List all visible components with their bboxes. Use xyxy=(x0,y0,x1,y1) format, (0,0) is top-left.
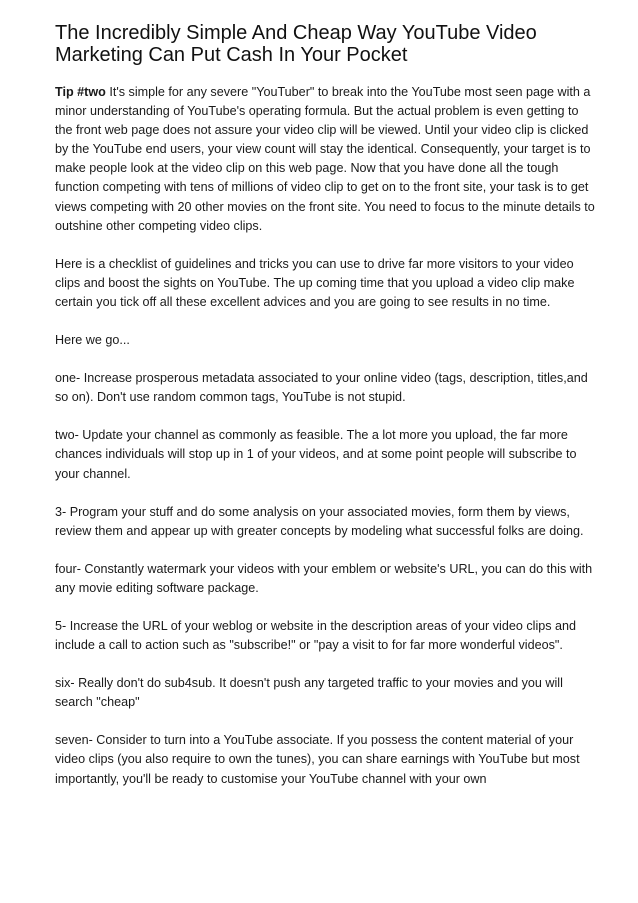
title-line-2: Marketing Can Put Cash In Your Pocket xyxy=(55,44,408,66)
document-page xyxy=(55,22,595,808)
list-item-three: 3- Program your stuff and do some analysis on your associated movies, form them by views, review them and appear up with greater concepts by modeling what successful folks are doing. xyxy=(55,504,584,538)
tip-body: It's simple for any severe "YouTuber" to break into the YouTube most seen page with a minor understanding of YouTube's operating formula. But the actual problem is even getting to the front web page does not assure your video clip will be viewed. Until your video clip is clicked by the YouTube end users, your view count will stay the identical. Consequently, your target is to make people look at the video clip on this web page. Now that you have done all the tough function competing with tens of millions of video clip to get on to the front site, your task is to get views competing with 20 other movies on the front site. You need to focus to the minute details to outshine other competing video clips. xyxy=(55,85,595,233)
title-line-1: The Incredibly Simple And Cheap Way YouTube Video xyxy=(55,22,537,44)
list-item-one: one- Increase prosperous metadata associated to your online video (tags, description, titles,and so on). Don't use random common tags, YouTube is not stupid. xyxy=(55,371,588,405)
tip-label: Tip #two xyxy=(55,85,106,99)
paragraph-here-we-go: Here we go... xyxy=(55,333,130,348)
list-item-five: 5- Increase the URL of your weblog or website in the description areas of your video clips and include a call to action such as "subscribe!" or "pay a visit to for far more wonderful videos". xyxy=(55,618,577,653)
list-item-seven: seven- Consider to turn into a YouTube associate. If you possess the content material of your video clips (you also require to own the tunes), you can share earnings with YouTube but most importantly, you'll be ready to customise your YouTube channel with your own xyxy=(55,733,580,786)
paragraph-tip xyxy=(55,83,595,236)
list-item-six: six- Really don't do sub4sub. It doesn't push any targeted traffic to your movies and you will search "cheap" xyxy=(55,676,563,710)
document-title xyxy=(55,22,595,66)
list-item-four: four- Constantly watermark your videos with your emblem or website's URL, you can do this with any movie editing software package. xyxy=(55,561,593,595)
paragraph-checklist-intro: Here is a checklist of guidelines and tricks you can use to drive far more visitors to your video clips and boost the sights on YouTube. The up coming time that you upload a video clip make certain you tick off all these excellent advices and you are going to see results in no time. xyxy=(55,256,575,309)
list-item-two: two- Update your channel as commonly as feasible. The a lot more you upload, the far more chances individuals will stop up in 1 of your videos, and at some point people will subscribe to your channel. xyxy=(55,428,577,481)
